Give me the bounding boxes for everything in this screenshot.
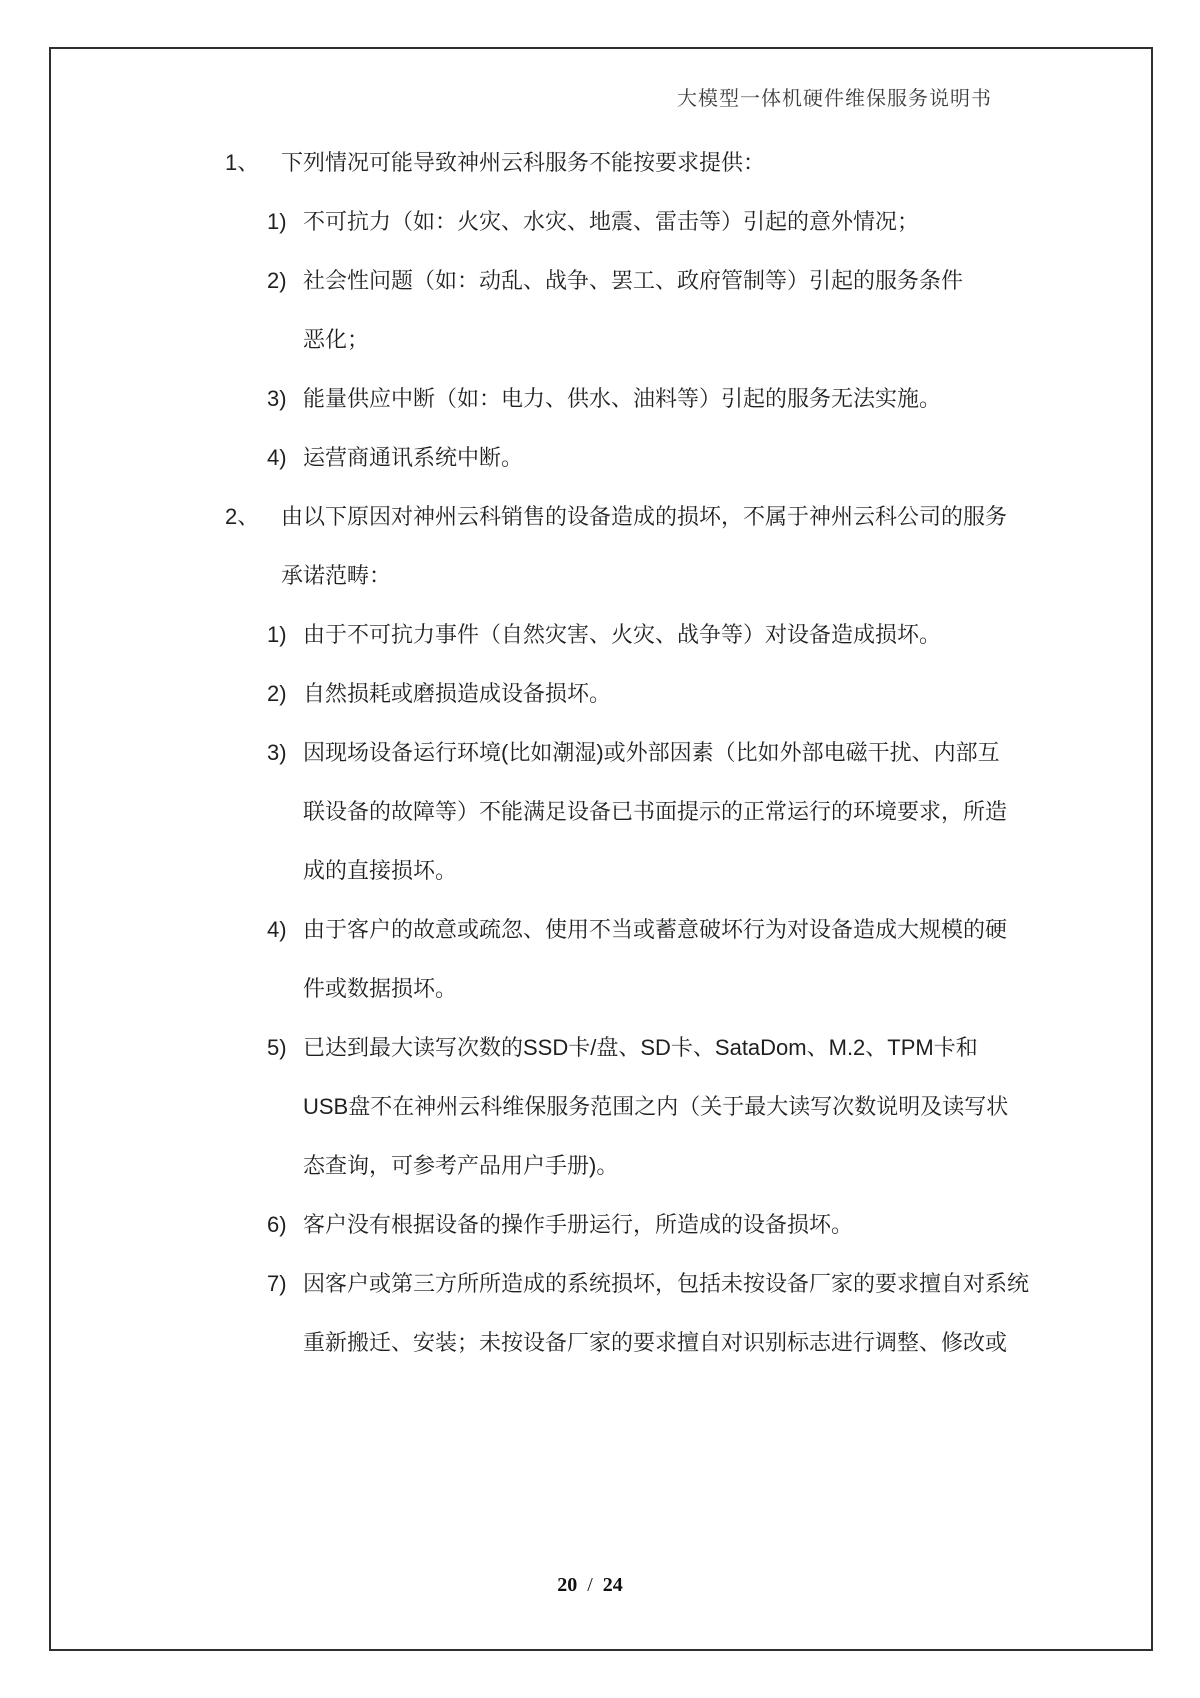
list-item-continuation: USB盘不在神州云科维保服务范围之内（关于最大读写次数说明及读写状	[303, 1094, 1009, 1119]
list-item-text: 能量供应中断（如：电力、供水、油料等）引起的服务无法实施。	[303, 386, 942, 411]
list-item-text: 不可抗力（如：火灾、水灾、地震、雷击等）引起的意外情况；	[303, 209, 920, 234]
list-item	[225, 1195, 1015, 1254]
list-item-text: 由以下原因对神州云科销售的设备造成的损坏，不属于神州云科公司的服务	[281, 504, 1008, 529]
list-item-text: 由于不可抗力事件（自然灾害、火灾、战争等）对设备造成损坏。	[303, 622, 942, 647]
list-item-text: 因现场设备运行环境(比如潮湿)或外部因素（比如外部电磁干扰、内部互	[303, 740, 1000, 765]
list-item	[225, 369, 1015, 428]
page-number	[0, 1574, 1180, 1597]
list-item	[225, 251, 1015, 310]
list-item-number: 1)	[267, 209, 287, 234]
list-item	[225, 664, 1015, 723]
list-item-number: 3)	[267, 386, 287, 411]
list-item-continuation: 重新搬迁、安装；未按设备厂家的要求擅自对识别标志进行调整、修改或	[303, 1330, 1008, 1355]
document-body	[225, 133, 1030, 1372]
list-item-continuation: 联设备的故障等）不能满足设备已书面提示的正常运行的环境要求，所造	[303, 799, 1008, 824]
list-item-number: 6)	[267, 1212, 287, 1237]
list-item-number: 1)	[267, 622, 287, 647]
list-item-continuation: 件或数据损坏。	[303, 976, 458, 1001]
list-item-text: 运营商通讯系统中断。	[303, 445, 524, 470]
list-item-text: 客户没有根据设备的操作手册运行，所造成的设备损坏。	[303, 1212, 854, 1237]
list-item	[225, 487, 1015, 546]
list-item	[225, 192, 1015, 251]
list-item	[225, 133, 1015, 192]
list-item-number: 2、	[225, 504, 260, 529]
list-item	[225, 1018, 1015, 1077]
list-item-number: 4)	[267, 445, 287, 470]
list-item-number: 3)	[267, 740, 287, 765]
list-item-text: 社会性问题（如：动乱、战争、罢工、政府管制等）引起的服务条件	[303, 268, 964, 293]
list-item-continuation: 承诺范畴：	[281, 563, 392, 588]
list-item-continuation: 态查询，可参考产品用户手册)。	[303, 1153, 619, 1178]
list-item-text: 因客户或第三方所所造成的系统损坏，包括未按设备厂家的要求擅自对系统	[303, 1271, 1030, 1296]
list-item-number: 7)	[267, 1271, 287, 1296]
page-number-total: 24	[602, 1574, 623, 1596]
list-item-number: 2)	[267, 268, 287, 293]
page-number-separator: /	[587, 1574, 593, 1596]
page-number-current: 20	[557, 1574, 578, 1596]
list-item-text: 自然损耗或磨损造成设备损坏。	[303, 681, 612, 706]
list-item	[225, 900, 1015, 959]
list-item	[225, 605, 1015, 664]
page-header-title: 大模型一体机硬件维保服务说明书	[677, 88, 992, 110]
list-item	[225, 1254, 1030, 1313]
list-item-number: 2)	[267, 681, 287, 706]
list-item	[225, 428, 1015, 487]
list-item-number: 1、	[225, 150, 260, 175]
list-item-continuation: 成的直接损坏。	[303, 858, 458, 883]
list-item-text: 下列情况可能导致神州云科服务不能按要求提供：	[281, 150, 766, 175]
list-item-text: 由于客户的故意或疏忽、使用不当或蓄意破坏行为对设备造成大规模的硬	[303, 917, 1008, 942]
list-item	[225, 723, 1015, 782]
list-item-continuation: 恶化；	[303, 327, 370, 352]
list-item-number: 5)	[267, 1035, 287, 1060]
list-item-number: 4)	[267, 917, 287, 942]
list-item-text: 已达到最大读写次数的SSD卡/盘、SD卡、SataDom、M.2、TPM卡和	[303, 1035, 978, 1060]
